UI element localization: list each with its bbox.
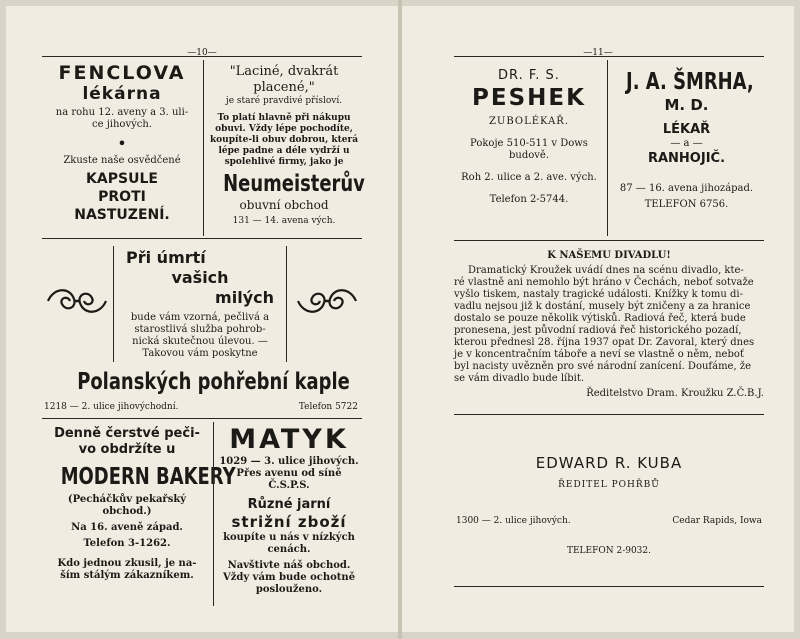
peshek-ad	[454, 68, 604, 206]
smrha-name: J. A. ŠMRHA,	[626, 69, 754, 95]
neumeister-address: 131 — 14. avena vých.	[232, 216, 336, 226]
top-rule	[454, 56, 764, 57]
polansky-body-2: starostlivá služba pohrob-	[134, 324, 266, 335]
bakery-line-6: Kdo jednou zkusil, je na-	[57, 558, 197, 569]
bakery-line-1: Denně čerstvé peči-	[54, 426, 200, 441]
divider	[286, 246, 287, 362]
smrha-line-2: — a —	[670, 138, 703, 149]
smrha-phone: TELEFON 6756.	[644, 199, 729, 210]
polansky-line-2: vašich	[171, 268, 229, 287]
bakery-line-5: Na 16. aveně západ.	[71, 522, 183, 533]
kuba-name: EDWARD R. KUBA	[535, 454, 683, 472]
theatre-line: pronesena, jest původní radiová řeč historického pozadí,	[454, 325, 742, 336]
bakery-line-2: vo obdržíte u	[78, 442, 176, 457]
bakery-line-4: obchod.)	[102, 506, 152, 517]
polansky-line-3: milých	[215, 288, 274, 307]
right-page	[402, 6, 794, 632]
fenclova-line-4: NASTUZENÍ.	[74, 207, 170, 223]
fenclova-address-1: na rohu 12. aveny a 3. uli-	[55, 107, 189, 118]
matyk-line-1: Různé jarní	[247, 497, 331, 512]
smrha-ad	[609, 68, 764, 211]
theatre-signature: Ředitelstvo Dram. Kroužku Z.Č.B.J.	[586, 388, 764, 399]
bakery-line-3: (Pecháčkův pekařský	[67, 494, 187, 505]
matyk-line-5: Navštivte náš obchod.	[227, 560, 351, 571]
kuba-address: 1300 — 2. ulice jihových.	[456, 516, 571, 526]
top-rule	[42, 56, 362, 57]
neumeister-sub: obuvní obchod	[239, 198, 329, 212]
neumeister-name: Neumeisterův	[223, 171, 365, 197]
matyk-name: MATYK	[229, 424, 349, 455]
fenclova-ad	[42, 62, 202, 224]
bakery-phone: Telefon 3-1262.	[83, 538, 171, 549]
matyk-address-1: 1029 — 3. ulice jihových.	[219, 456, 359, 467]
fenclova-name: FENCLOVA	[58, 62, 186, 84]
fenclova-line-1: Zkuste naše osvědčené	[63, 155, 181, 166]
left-page	[6, 6, 398, 632]
neumeister-body-4: lépe padne a déle vydrží u	[218, 146, 350, 156]
peshek-title: DR. F. S.	[498, 68, 560, 83]
smrha-address: 87 — 16. avena jihozápad.	[619, 183, 754, 194]
fenclova-subtitle: lékárna	[82, 84, 162, 104]
neumeister-ad	[206, 64, 365, 227]
neumeister-body-5: spolehlivé firmy, jako je	[224, 157, 344, 167]
page-number: —10—	[187, 48, 217, 58]
theatre-line: vadlu nejsou již k dostání, musely být zničeny a za hranice	[454, 301, 751, 312]
bullet-icon: •	[117, 134, 127, 153]
divider	[203, 60, 204, 236]
polansky-body-1: bude vám vzorná, pečlivá a	[130, 312, 270, 323]
polansky-body-3: nická skutečnou úlevou. —	[132, 336, 268, 347]
neumeister-body-1: To platí hlavně při nákupu	[217, 113, 351, 123]
kuba-title: ŘEDITEL POHŘBŮ	[558, 480, 660, 490]
divider	[607, 60, 608, 236]
theatre-line: ré vlastně ani nemohlo být hráno v Čechách, neboť sotvaže	[454, 277, 754, 288]
matyk-line-6: Vždy vám bude ochotně	[222, 572, 356, 583]
peshek-line-3: Roh 2. ulice a 2. ave. vých.	[461, 172, 597, 183]
scroll-ornament-right-icon	[294, 284, 360, 318]
theatre-line: Dramatický Kroužek uvádí dnes na scénu divadlo, kte-	[468, 265, 744, 276]
page-number: —11—	[583, 48, 613, 58]
neumeister-line-2: placené,"	[253, 80, 315, 95]
peshek-name: PESHEK	[472, 85, 586, 111]
matyk-address-2: Přes avenu od síně Č.S.P.S.	[236, 468, 342, 491]
theatre-text	[454, 265, 764, 385]
theatre-line: se vám divadlo bude líbit.	[454, 373, 585, 384]
neumeister-body-2: obuvi. Vždy lépe pochodíte,	[215, 124, 353, 134]
fenclova-line-3: PROTI	[98, 189, 146, 205]
theatre-line: vyšlo tiskem, nastaly tragické události. Knížky k tomu di-	[454, 289, 744, 300]
fenclova-address-2: ce jihových.	[92, 119, 152, 130]
peshek-line-1: Pokoje 510-511 v Dows	[470, 138, 588, 149]
matyk-line-3: koupíte u nás v nízkých	[223, 532, 355, 543]
scroll-ornament-left-icon	[44, 284, 110, 318]
smrha-line-3: RANHOJIČ.	[647, 151, 726, 166]
theatre-line: je v koncentračním táboře a neví se vlastně o něm, neboť	[454, 349, 744, 360]
neumeister-line-3: je staré pravdivé přísloví.	[225, 96, 343, 106]
kuba-city: Cedar Rapids, Iowa	[672, 516, 762, 526]
bakery-line-7: ším stálým zákazníkem.	[60, 570, 194, 581]
peshek-profession: ZUBOLÉKAŘ.	[488, 116, 570, 127]
section-rule	[42, 238, 362, 239]
neumeister-body-3: koupíte-li obuv dobrou, která	[209, 135, 359, 145]
polansky-phone: Telefon 5722	[298, 402, 358, 412]
matyk-line-2: strižní zboží	[231, 513, 347, 531]
theatre-heading: K NAŠEMU DIVADLU!	[547, 250, 671, 261]
theatre-line: kterou přednesl 28. října 1937 opat Dr. Zavoral, který dnes	[454, 337, 755, 348]
matyk-line-4: cenách.	[267, 544, 311, 555]
smrha-line-1: LÉKAŘ	[662, 122, 711, 137]
section-rule	[42, 418, 362, 419]
peshek-phone: Telefon 2-5744.	[489, 194, 569, 205]
section-rule	[454, 240, 764, 241]
bakery-name: MODERN BAKERY	[60, 464, 236, 490]
neumeister-line-1: "Laciné, dvakrát	[229, 64, 339, 79]
bottom-rule	[454, 586, 764, 587]
theatre-line: byl nacisty uvězněn pro své národní zanícení. Doufáme, že	[454, 361, 752, 372]
peshek-line-2: budově.	[508, 150, 549, 161]
polansky-body-4: Takovou vám poskytne	[142, 348, 258, 359]
divider	[213, 422, 214, 606]
theatre-notice	[454, 250, 764, 400]
bakery-ad	[42, 426, 236, 582]
kuba-ad	[454, 454, 764, 491]
kuba-phone: TELEFON 2-9032.	[566, 546, 651, 556]
fenclova-line-2: KAPSULE	[86, 171, 158, 187]
polansky-ad	[114, 248, 286, 360]
polansky-address: 1218 — 2. ulice jihovýchodní.	[44, 402, 179, 412]
matyk-ad	[215, 424, 363, 596]
polansky-line-1: Při úmrtí	[126, 248, 206, 267]
section-rule	[454, 414, 764, 415]
polansky-name: Polanských pohřební kaple	[77, 369, 350, 395]
smrha-degree: M. D.	[664, 96, 709, 114]
matyk-line-7: poslouženo.	[255, 584, 323, 595]
theatre-line: dostalo se pouze několik výtisků. Radiová řeč, která bude	[454, 313, 746, 324]
